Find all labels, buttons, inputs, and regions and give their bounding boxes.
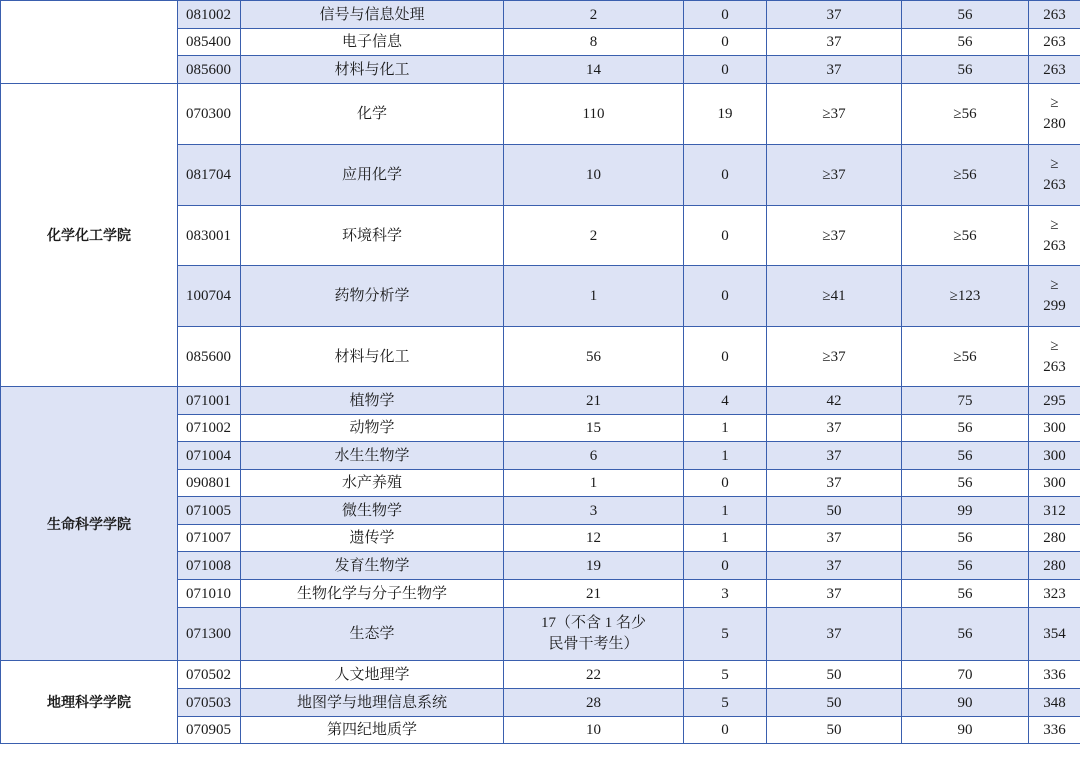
major-code: 090801 [178,470,241,497]
exempt-count: 0 [684,552,767,580]
single-subject-score-b: 56 [902,29,1029,56]
total-score-symbol: ≥ [1050,95,1059,111]
single-subject-score-a: ≥37 [767,327,902,387]
major-name: 生物化学与分子生物学 [241,580,504,608]
single-subject-score-b: ≥56 [902,84,1029,145]
table-row [1,1,1080,29]
single-subject-score-b: ≥123 [902,266,1029,327]
single-subject-score-a: 42 [767,387,902,415]
single-subject-score-a: ≥37 [767,206,902,266]
major-name: 水产养殖 [241,470,504,497]
major-name: 人文地理学 [241,661,504,689]
single-subject-score-a: 50 [767,497,902,525]
exempt-count: 0 [684,266,767,327]
major-name: 第四纪地质学 [241,717,504,744]
exempt-count: 19 [684,84,767,145]
total-score: 312 [1029,497,1080,525]
single-subject-score-a: 37 [767,1,902,29]
total-score: 263 [1029,56,1080,84]
plan-count: 6 [504,442,684,470]
major-code: 085400 [178,29,241,56]
major-code: 081002 [178,1,241,29]
plan-count [504,608,684,661]
total-score-symbol: ≥ [1050,216,1059,233]
single-subject-score-a: 37 [767,470,902,497]
college-cell: 化学化工学院 [1,84,178,387]
major-code: 071007 [178,525,241,552]
single-subject-score-a: 37 [767,552,902,580]
plan-count: 8 [504,29,684,56]
plan-count: 28 [504,689,684,717]
total-score [1029,266,1080,327]
single-subject-score-a: 50 [767,661,902,689]
major-code: 071004 [178,442,241,470]
total-score: 300 [1029,470,1080,497]
total-score-value: 263 [1043,358,1066,375]
major-code: 071002 [178,415,241,442]
single-subject-score-b: ≥56 [902,145,1029,206]
major-code: 070503 [178,689,241,717]
total-score [1029,327,1080,387]
plan-count: 10 [504,145,684,206]
single-subject-score-a: ≥41 [767,266,902,327]
plan-count-line2: 民骨干考生） [548,636,639,652]
exempt-count: 1 [684,525,767,552]
major-name: 材料与化工 [241,56,504,84]
exempt-count: 0 [684,327,767,387]
plan-count: 110 [504,84,684,145]
plan-count: 10 [504,717,684,744]
major-code: 071300 [178,608,241,661]
single-subject-score-b: 56 [902,56,1029,84]
plan-count: 2 [504,1,684,29]
total-score: 300 [1029,415,1080,442]
major-name: 生态学 [241,608,504,661]
plan-count: 12 [504,525,684,552]
major-code: 070905 [178,717,241,744]
plan-count: 21 [504,387,684,415]
exempt-count: 1 [684,415,767,442]
plan-count: 14 [504,56,684,84]
single-subject-score-b: 56 [902,415,1029,442]
major-name: 发育生物学 [241,552,504,580]
plan-count: 1 [504,470,684,497]
major-code: 071010 [178,580,241,608]
single-subject-score-b: ≥56 [902,206,1029,266]
exempt-count: 1 [684,497,767,525]
total-score: 263 [1029,1,1080,29]
major-code: 071008 [178,552,241,580]
major-name: 化学 [241,84,504,145]
single-subject-score-a: 37 [767,608,902,661]
major-name: 水生生物学 [241,442,504,470]
total-score [1029,145,1080,206]
table-row [1,387,1080,415]
table-row [1,661,1080,689]
total-score-value: 280 [1043,116,1066,132]
single-subject-score-b: 56 [902,608,1029,661]
total-score: 336 [1029,661,1080,689]
exempt-count: 0 [684,145,767,206]
major-code: 070502 [178,661,241,689]
table-row [1,84,1080,145]
single-subject-score-b: 56 [902,442,1029,470]
total-score: 354 [1029,608,1080,661]
major-code: 081704 [178,145,241,206]
single-subject-score-a: ≥37 [767,145,902,206]
single-subject-score-b: ≥56 [902,327,1029,387]
major-name: 植物学 [241,387,504,415]
plan-count: 15 [504,415,684,442]
single-subject-score-a: 37 [767,442,902,470]
single-subject-score-a: 37 [767,56,902,84]
exempt-count: 0 [684,1,767,29]
total-score: 300 [1029,442,1080,470]
college-cell: 地理科学学院 [1,661,178,744]
major-name: 信号与信息处理 [241,1,504,29]
major-name: 药物分析学 [241,266,504,327]
exempt-count: 0 [684,206,767,266]
exempt-count: 5 [684,608,767,661]
single-subject-score-a: 37 [767,580,902,608]
plan-count: 22 [504,661,684,689]
total-score-symbol: ≥ [1050,337,1059,354]
single-subject-score-a: 50 [767,717,902,744]
major-code: 070300 [178,84,241,145]
plan-count-line1: 17（不含 1 名少 [540,615,646,631]
major-code: 085600 [178,327,241,387]
single-subject-score-a: 37 [767,525,902,552]
major-code: 083001 [178,206,241,266]
total-score: 323 [1029,580,1080,608]
major-name: 材料与化工 [241,327,504,387]
exempt-count: 0 [684,29,767,56]
major-name: 电子信息 [241,29,504,56]
total-score: 295 [1029,387,1080,415]
total-score-symbol: ≥ [1050,277,1059,293]
total-score-value: 263 [1043,177,1066,193]
major-code: 071001 [178,387,241,415]
exempt-count: 0 [684,56,767,84]
major-code: 085600 [178,56,241,84]
total-score: 280 [1029,552,1080,580]
single-subject-score-b: 75 [902,387,1029,415]
major-name: 地图学与地理信息系统 [241,689,504,717]
exempt-count: 5 [684,689,767,717]
exempt-count: 5 [684,661,767,689]
single-subject-score-b: 99 [902,497,1029,525]
exempt-count: 1 [684,442,767,470]
single-subject-score-b: 56 [902,525,1029,552]
exempt-count: 3 [684,580,767,608]
major-code: 071005 [178,497,241,525]
major-name: 环境科学 [241,206,504,266]
exempt-count: 0 [684,470,767,497]
plan-count: 19 [504,552,684,580]
plan-count: 56 [504,327,684,387]
total-score: 280 [1029,525,1080,552]
single-subject-score-b: 56 [902,580,1029,608]
plan-count: 2 [504,206,684,266]
plan-count: 1 [504,266,684,327]
major-name: 动物学 [241,415,504,442]
major-name: 微生物学 [241,497,504,525]
major-code: 100704 [178,266,241,327]
single-subject-score-a: 37 [767,29,902,56]
single-subject-score-a: 50 [767,689,902,717]
exempt-count: 0 [684,717,767,744]
single-subject-score-b: 90 [902,689,1029,717]
total-score: 336 [1029,717,1080,744]
major-name: 应用化学 [241,145,504,206]
single-subject-score-a: ≥37 [767,84,902,145]
total-score-symbol: ≥ [1050,156,1059,172]
college-cell: 生命科学学院 [1,387,178,661]
total-score: 348 [1029,689,1080,717]
single-subject-score-b: 56 [902,470,1029,497]
single-subject-score-b: 56 [902,552,1029,580]
total-score-value: 299 [1043,298,1066,314]
plan-count: 3 [504,497,684,525]
single-subject-score-b: 56 [902,1,1029,29]
single-subject-score-b: 70 [902,661,1029,689]
total-score [1029,206,1080,266]
college-cell [1,1,178,84]
single-subject-score-b: 90 [902,717,1029,744]
total-score: 263 [1029,29,1080,56]
total-score [1029,84,1080,145]
single-subject-score-a: 37 [767,415,902,442]
exempt-count: 4 [684,387,767,415]
plan-count: 21 [504,580,684,608]
total-score-value: 263 [1043,237,1066,254]
major-name: 遗传学 [241,525,504,552]
